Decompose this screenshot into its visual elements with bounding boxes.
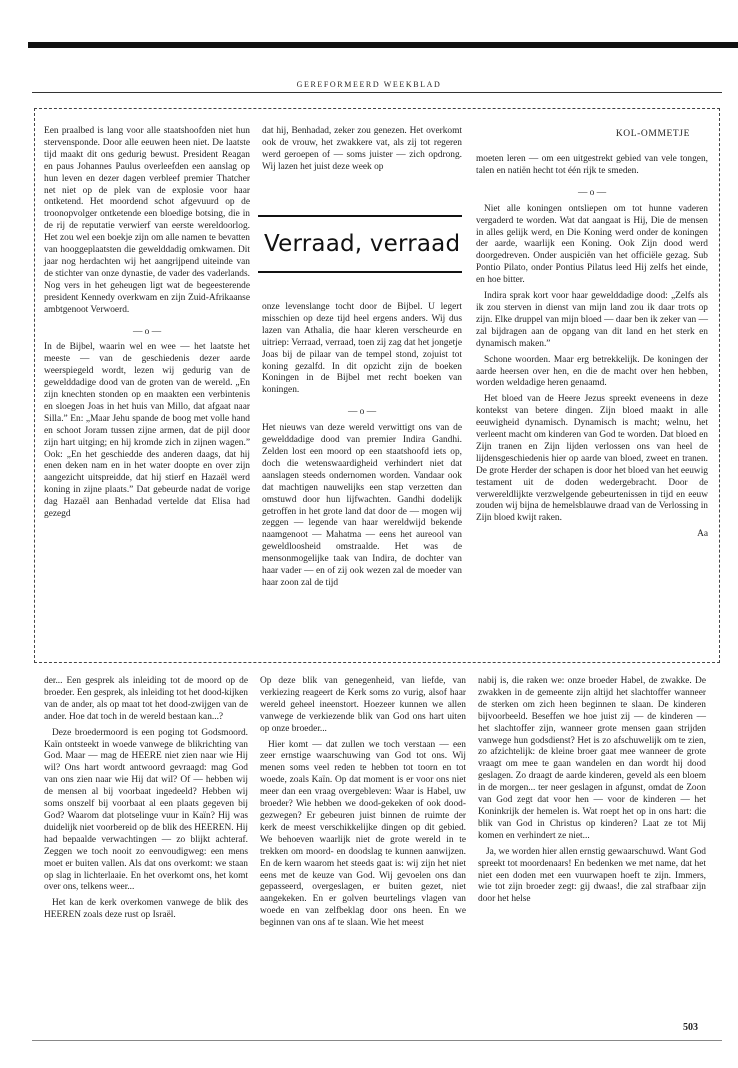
headline-block bbox=[258, 215, 462, 273]
box-column-3 bbox=[476, 154, 708, 545]
top-rule bbox=[28, 42, 738, 48]
separator: — o — bbox=[132, 326, 162, 337]
lower-column-1 bbox=[44, 676, 248, 926]
separator: — o — bbox=[347, 407, 377, 418]
paragraph: dat hij, Benhadad, zeker zou genezen. Het overkomt ook de vrouw, het zwakkere vat, als zij tot regeren werd geroepen of — soms juister — zich opdrong. Wij lazen het juist deze week op bbox=[262, 126, 462, 172]
box-column-2-top bbox=[262, 126, 462, 178]
publication-title: GEREFORMEERD WEEKBLAD bbox=[296, 80, 442, 89]
paragraph: onze levenslange tocht door de Bijbel. U legert misschien op deze tijd heel ergens anders. Wij dus lazen van Athalia, die haar kleren verscheurde en uitriep: Verraad, verraad, toen zij zag dat het jongetje Joas bij de pilaar van de tempel stond, zojuist tot koning gezalfd. In dit opzicht zijn de boeken Koningen in de Bijbel met recht boeken van koningen. bbox=[262, 302, 462, 396]
paragraph: der... Een gesprek als inleiding tot de moord op de broeder. Een gesprek, als inleiding tot het dood-kijken van de ander, als op maat tot het dood-zwijgen van de ander. Hoe dat toch in de wereld bestaan kan...? bbox=[44, 676, 248, 722]
column-label: KOL-OMMETJE bbox=[615, 129, 690, 139]
page-number: 503 bbox=[683, 1022, 698, 1033]
paragraph: Een praalbed is lang voor alle staatshoofden niet hun stervensponde. Door alle eeuwen heen niet. De laatste tijd maakt dit ons gedurig bewust. President Reagan en paus Johannes Paulus overleefden een aanslag op hun leven en dezer dagen verbleef premier Thatcher net niet op de plek van de explosie voor haar ontketend. Het moordend schot afgevuurd op de troonopvolger ontketende een bloedige botsing, die in de rij de reputatie verwierf van eerste wereldoorlog. Het zou wel een boekje zijn om alle namen te bevatten van hooggeplaatsten die gewelddadig omkwamen. Dit jaar nog herdachten wij het aangrijpend uiteinde van de stichter van onze dynastie, de vader des vaderlands. Nog vers in het geheugen ligt wat de begeesterende president Kennedy overkwam en zijn Zuid-Afrikaanse ambtgenoot Verwoerd. bbox=[44, 126, 250, 315]
paragraph: Indira sprak kort voor haar gewelddadige dood: „Zelfs als ik zou sterven in dienst van mijn land zou ik daar trots op zijn. Elke druppel van mijn bloed — daar ben ik zeker van — zal bijdragen aan de opgang van dit land en het sterk en dynamisch maken.” bbox=[476, 291, 708, 349]
paragraph: Hier komt — dat zullen we toch verstaan — een zeer ernstige waarschuwing van God tot ons. Wij menen soms veel reden te hebben tot toorn en tot woede, zoals Kaïn. Op dat moment is er voor ons niet meer dan een vraag overgebleven: Waar is Habel, uw broeder? Wie hebben we dood-gekeken of ook dood-gezwegen? Er gebeuren juist binnen de ruimte der kerk de meest verschikkelijke dingen op dit gebied. We behoeven waarlijk niet de grote wereld in te trekken om moord- en doodslag te kunnen aanwijzen. En de kern waarom het steeds gaat is: wij zijn het niet eens met de keuze van God. Wij gevoelen ons dan gepasseerd, overgeslagen, er buiten gezet, niet aangekeken. En er golven beurtelings vlagen van woede en van zelfbeklag door ons heen. En we beginnen van ons af te slaan. Wie het meest bbox=[260, 739, 466, 929]
headline: Verraad, verraad bbox=[264, 231, 461, 257]
paragraph: In de Bijbel, waarin wel en wee — het laatste het meeste — van de geschiedenis dezer aarde weerspiegeld wordt, lezen wij gedurig van de gewelddadige dood van de groten van de wereld. „En zijn knechten stonden op en maakten een verbintenis en sloegen Joas in het huis van Millo, dat afgaat naar Silla.” En: „Maar Jehu spande de boog met volle hand en schoot Joram tussen zijne armen, dat de pijl door zijn hart uitging; en hij kromde zich in zijnen wagen.” Ook: „En het geschiedde des anderen daags, dat hij enen deken nam en in het water doopte en over zijn aangezicht uitspreidde, dat hij stierf en Hazaël werd koning in zijne plaats.” Dat gebeurde nadat de vorige dag Hazaël aan Benhadad vertelde dat Elisa had gezegd bbox=[44, 342, 250, 520]
lower-column-2 bbox=[260, 676, 466, 934]
lower-column-3 bbox=[478, 676, 706, 910]
box-column-1 bbox=[44, 126, 250, 525]
paragraph: Schone woorden. Maar erg betrekkelijk. De koningen der aarde heersen over hen, en die de macht over hen hebben, worden weldadige heren genaamd. bbox=[476, 354, 708, 389]
paragraph: Het bloed van de Heere Jezus spreekt eveneens in deze kontekst van betere dingen. Zijn bloed maakt in alle eeuwigheid dynamisch. Dynamisch is macht; welnu, het verleent macht om kinderen van God te worden. Dat bloed en Zijn tranen en Zijn lijden verlossen ons van heel de lijdensgeschiedenis hier op aarde van bloed, zweet en tranen. De grote Herder der schapen is door het bloed van het eeuwig testament uit de doden wedergebracht. Door de verwereldlijkte verzwelgende gebeurtenissen in tijd en eeuw zouden wij bijna de hemelsblauwe draad van de Verlossing in Zijn bloed kwijt raken. bbox=[476, 394, 708, 524]
footer-rule bbox=[32, 1040, 722, 1041]
paragraph: moeten leren — om een uitgestrekt gebied van vele tongen, talen en natiën hecht tot één rijk te smeden. bbox=[476, 154, 708, 176]
paragraph: Deze broedermoord is een poging tot Godsmoord. Kaïn ontsteekt in woede vanwege de blikrichting van God. Maar — mag de HEERE niet zien naar wie Hij wil? Ons hart wordt antwoord gevraagd: mag God van ons zien naar wie Hij dat wil? Of — hebben wij de mensen al bij voorbaat ingedeeld? Hebben wij soms onszelf bij voorbaat al een plaats gegeven bij God? Waarom dat plotselinge vuur in Kaïn? Hij was duidelijk niet voorbereid op de blik des HEEREN. Hij had bepaalde verwachtingen — zo blijkt achteraf. Zeggen we toch nooit zo eenvoudigweg: een mens moet er buiten vallen. Als dat ons overkomt: we staan op slag in lichterlaaie. En het overkomt ons, het komt over ons, telkens weer... bbox=[44, 727, 248, 893]
paragraph: Op deze blik van genegenheid, van liefde, van verkiezing reageert de Kerk soms zo vurig, alsof haar wereld geheel ineenstort. Hoezeer kunnen we allen vanwege de verkiezende blik van God ons hart uiten op onze broeder... bbox=[260, 676, 466, 734]
paragraph: nabij is, die raken we: onze broeder Habel, de zwakke. De zwakken in de gemeente zijn altijd het slachtoffer wanneer de sterken om zich heen beginnen te slaan. De kinderen bijvoorbeeld. Beseffen we hoe juist zij — de kinderen — het slachtoffer zijn, wanneer grote mensen gaan strijden vanwege hun godsdienst? Het is zo afschuwelijk om te zien, zo afzichtelijk: de kleine broer gaat mee wanneer de grote vraagt om mee te gaan wandelen en dan wordt hij dood geslagen. Zo draagt de aarde kinderen, geveld als een bloem in de morgen... ter neer geslagen in afgunst, omdat de Zoon van God zegt dat voor hen — voor de kinderen — het Koninkrijk der hemelen is. Wat roept het op in ons hart: die blik van God in Christus op kinderen? Laat ze tot Mij komen en verhindert ze niet... bbox=[478, 676, 706, 841]
header-rule bbox=[32, 92, 722, 93]
box-column-2-bottom bbox=[262, 302, 462, 594]
separator: — o — bbox=[577, 187, 607, 198]
paragraph: Het nieuws van deze wereld verwittigt ons van de gewelddadige dood van premier Indira Gandhi. Zelden lost een moord op een staatshoofd iets op, doch die wetenswaardigheid verhindert niet dat aanslagen steeds ondernomen worden. Vandaar ook dat machtigen nauwelijks een stap verzetten dan omstuwd door hun lijfwachten. Gandhi dodelijk getroffen in het grote land dat door de — mogen wij zeggen — legende van haar wereldwijd bekende naamgenoot — Mahatma — eens het aureool van geweldloosheid omstraalde. Het was de mensonmogelijke taak van Indira, de dochter van haar vader — en of zij ook wezen zal de moeder van haar zoon zal de tijd bbox=[262, 423, 462, 588]
paragraph: Het kan de kerk overkomen vanwege de blik des HEEREN zoals deze rust op Israël. bbox=[44, 898, 248, 921]
headline-rule-bottom bbox=[258, 271, 462, 273]
author-initials: Aa bbox=[697, 529, 708, 540]
paragraph: Ja, we worden hier allen ernstig gewaarschuwd. Want God spreekt tot moordenaars! En bedenken we met name, dat het niet een doden met een vuurwapen hoeft te zijn. Immers, wie tot zijn broeder zegt: gij dwaas!, die zal strafbaar zijn door het helse bbox=[478, 846, 706, 905]
headline-rule-top bbox=[258, 215, 462, 217]
paragraph: Niet alle koningen ontsliepen om tot hunne vaderen vergaderd te worden. Wat dat aangaat is Hij, Die de mensen in alles gelijk werd, en Die Koning werd onder de koningen der aarde, waarlijk een Koning. Ook Zijn dood werd doorgedreven. Onder auspiciën van het officiële gezag. Sub Pontio Pilato, onder Pontius Pilatus leed Hij zelfs het einde, en hoe bitter. bbox=[476, 203, 708, 286]
